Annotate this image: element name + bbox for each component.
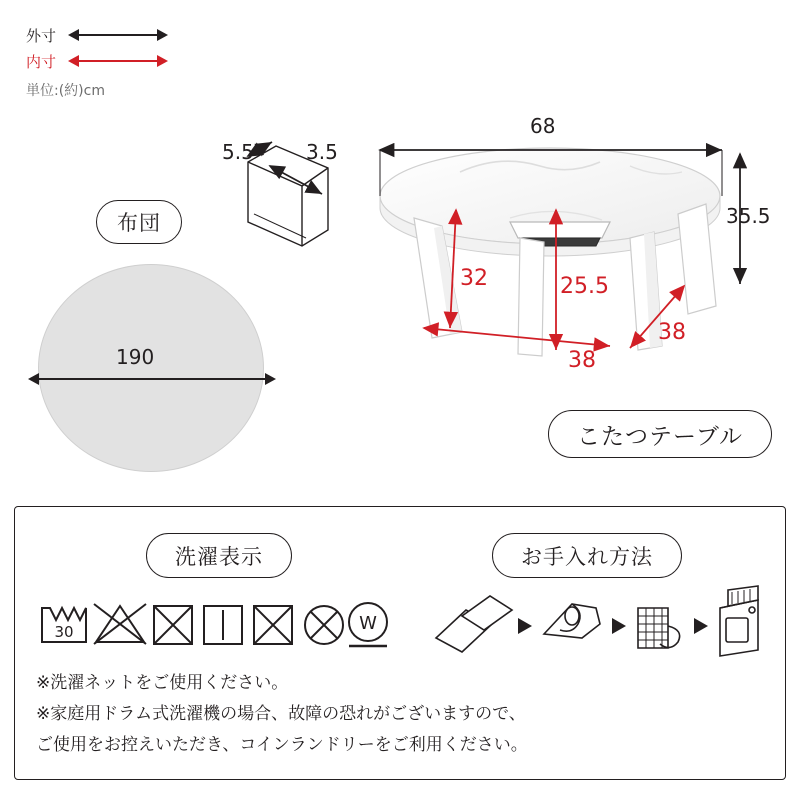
arrow-1-icon — [518, 618, 532, 634]
no-bleach-icon — [94, 604, 146, 644]
dim-label-inner-height-255: 25.5 — [560, 274, 609, 299]
dim-label-total-height: 35.5 — [726, 204, 771, 228]
machine-wash-30-icon — [42, 608, 86, 642]
dim-label-edge-a: 5.5 — [222, 140, 254, 164]
wet-clean-letter: W — [359, 613, 377, 634]
arrow-3-icon — [694, 618, 708, 634]
dim-label-inner-height-32: 32 — [460, 266, 488, 291]
legend-arrow-outer-icon — [68, 28, 168, 42]
arrow-2-icon — [612, 618, 626, 634]
unit-note: 単位:(約)cm — [26, 83, 105, 99]
futon-diameter-value: 190 — [112, 345, 158, 369]
put-in-net-icon — [638, 608, 680, 648]
fold-blanket-icon — [436, 596, 512, 652]
label-wash-display-text: 洗濯表示 — [175, 544, 263, 569]
no-tumble-dry-icon — [154, 606, 192, 644]
wash-temp-value: 30 — [54, 623, 74, 641]
care-note-line: ※洗濯ネットをご使用ください。 — [36, 673, 289, 693]
legend-label-outer: 外寸 — [26, 26, 57, 45]
label-futon — [96, 200, 182, 244]
dim-label-top-width: 68 — [530, 114, 556, 138]
roll-blanket-icon — [544, 604, 600, 638]
drip-dry-icon — [204, 606, 242, 644]
legend-row-inner — [26, 48, 168, 74]
no-iron-icon — [254, 606, 292, 644]
label-kotatsu-table — [548, 410, 772, 458]
care-step-row — [432, 586, 762, 666]
no-dryclean-icon — [305, 606, 343, 644]
label-futon-text: 布団 — [117, 211, 161, 235]
care-note-line: ご使用をお控えいただき、コインランドリーをご利用ください。 — [36, 735, 528, 755]
wash-symbol-row — [38, 594, 388, 650]
legend-row-outer — [26, 22, 168, 48]
washing-machine-icon — [720, 586, 758, 656]
dim-label-inner-width-38: 38 — [568, 348, 596, 373]
care-note-line: ※家庭用ドラム式洗濯機の場合、故障の恐れがございますので、 — [36, 704, 526, 724]
legend — [26, 22, 168, 100]
label-wash-display — [146, 533, 292, 578]
care-notes — [36, 668, 528, 761]
label-care-method-text: お手入れ方法 — [521, 544, 653, 569]
dim-label-leg-span-38: 38 — [658, 320, 686, 345]
dim-inner-width-38 — [424, 328, 610, 346]
legend-label-inner: 内寸 — [26, 52, 57, 71]
wet-clean-icon — [349, 603, 387, 646]
dim-label-edge-b: 3.5 — [306, 140, 338, 164]
label-care-method — [492, 533, 682, 578]
legend-arrow-inner-icon — [68, 54, 168, 68]
label-kotatsu-table-text: こたつテーブル — [577, 423, 743, 450]
